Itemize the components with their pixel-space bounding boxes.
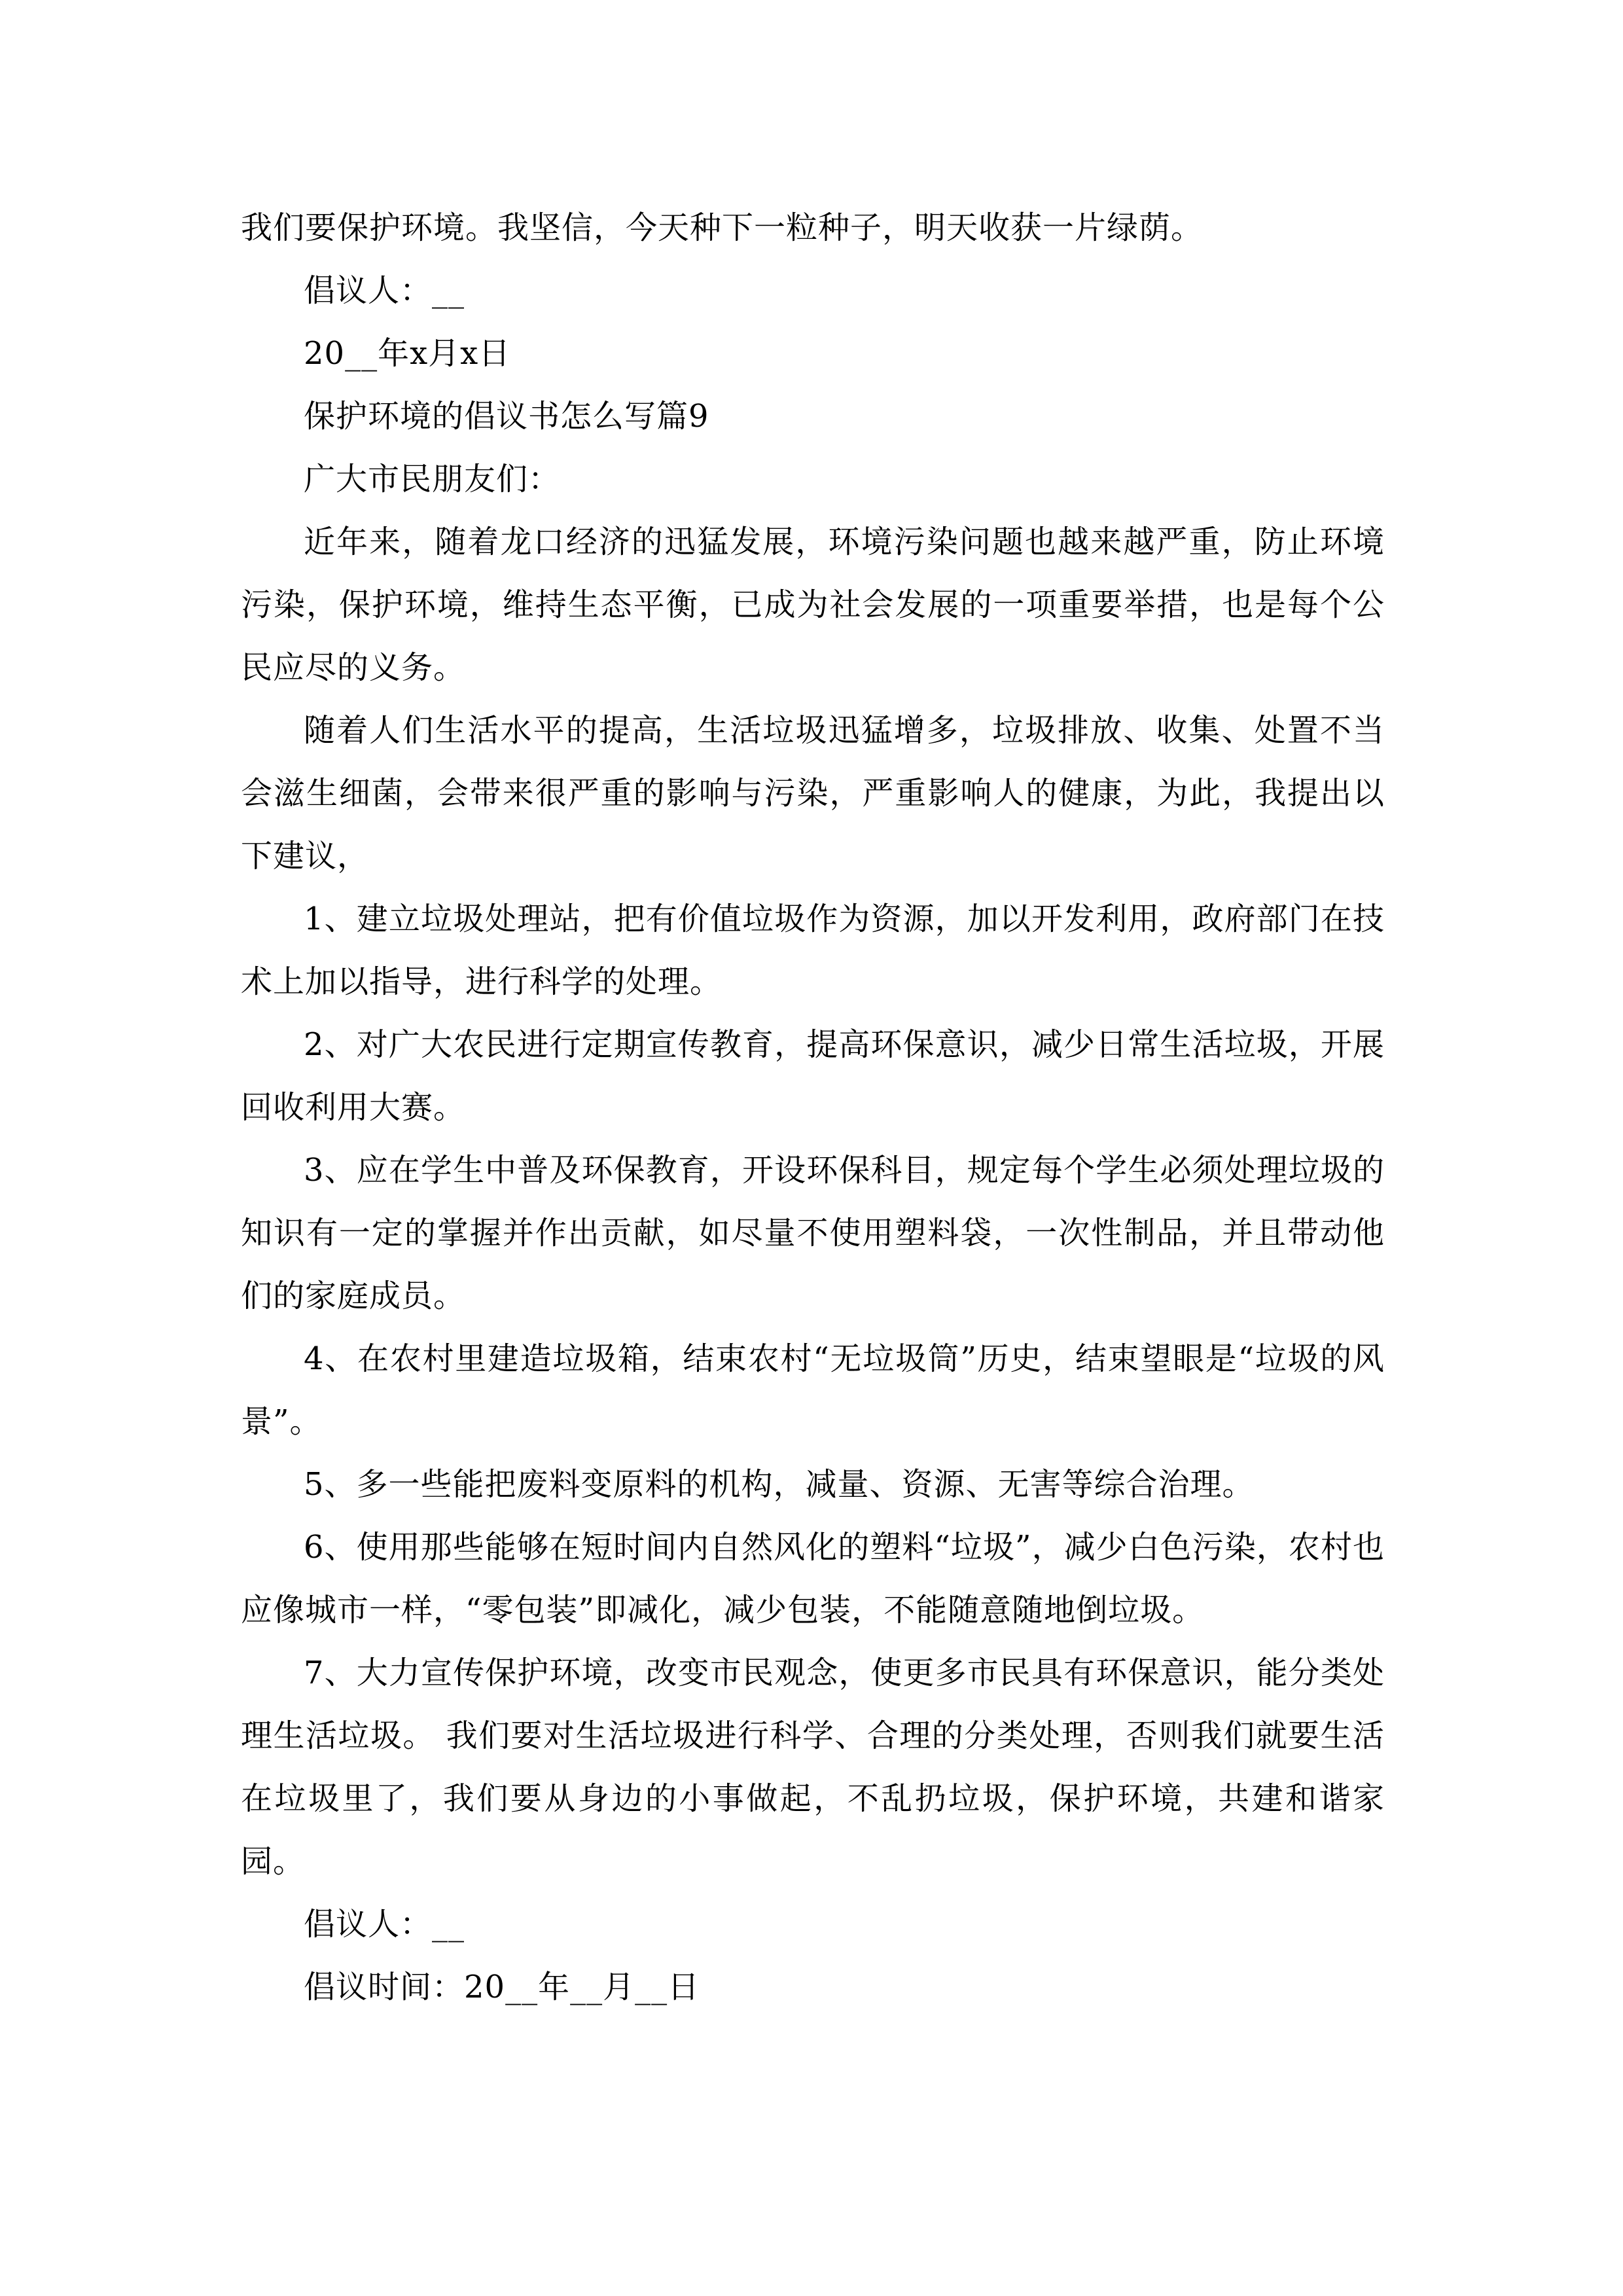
proposer-line-2: 倡议人：__ (304, 1906, 465, 1943)
paragraph-intro: 近年来，随着龙口经济的迅猛发展，环境污染问题也越来越严重，防止环境污染，保护环境，维持生态平衡，已成为社会发展的一项重要举措，也是每个公民应尽的义务。 (241, 524, 1385, 686)
salutation: 广大市民朋友们： (304, 461, 561, 497)
suggestion-item-4: 4、在农村里建造垃圾箱，结束农村“无垃圾筒”历史，结束望眼是“垃圾的风景”。 (241, 1340, 1385, 1440)
paragraph-problem: 随着人们生活水平的提高，生活垃圾迅猛增多，垃圾排放、收集、处置不当会滋生细菌，会带来很严重的影响与污染，严重影响人的健康，为此，我提出以下建议， (241, 712, 1385, 874)
suggestion-item-6: 6、使用那些能够在短时间内自然风化的塑料“垃圾”，减少白色污染，农村也应像城市一样，“零包装”即减化，减少包装，不能随意随地倒垃圾。 (241, 1529, 1385, 1628)
suggestion-item-3: 3、应在学生中普及环保教育，开设环保科目，规定每个学生必须处理垃圾的知识有一定的掌握并作出贡献，如尽量不使用塑料袋，一次性制品，并且带动他们的家庭成员。 (241, 1152, 1385, 1314)
suggestion-item-2: 2、对广大农民进行定期宣传教育，提高环保意识，减少日常生活垃圾，开展回收利用大赛。 (241, 1026, 1385, 1126)
paragraph-closing-line: 我们要保护环境。我坚信，今天种下一粒种子，明天收获一片绿荫。 (241, 209, 1204, 246)
proposal-date-line: 倡议时间：20__年__月__日 (304, 1969, 700, 2005)
suggestion-item-7: 7、大力宣传保护环境，改变市民观念，使更多市民具有环保意识，能分类处理生活垃圾。 我们要对生活垃圾进行科学、合理的分类处理，否则我们就要生活在垃圾里了，我们要从身边的小事做起，不乱扔垃圾，保护环境，共建和谐家园。 (241, 1655, 1385, 1880)
section-title: 保护环境的倡议书怎么写篇9 (304, 398, 709, 435)
suggestion-item-5: 5、多一些能把废料变原料的机构，减量、资源、无害等综合治理。 (304, 1466, 1255, 1503)
document-body (241, 196, 1385, 2018)
suggestion-item-1: 1、建立垃圾处理站，把有价值垃圾作为资源，加以开发利用，政府部门在技术上加以指导，进行科学的处理。 (241, 901, 1385, 1000)
proposer-line: 倡议人：__ (304, 272, 465, 309)
date-line: 20__年x月x日 (304, 335, 511, 372)
